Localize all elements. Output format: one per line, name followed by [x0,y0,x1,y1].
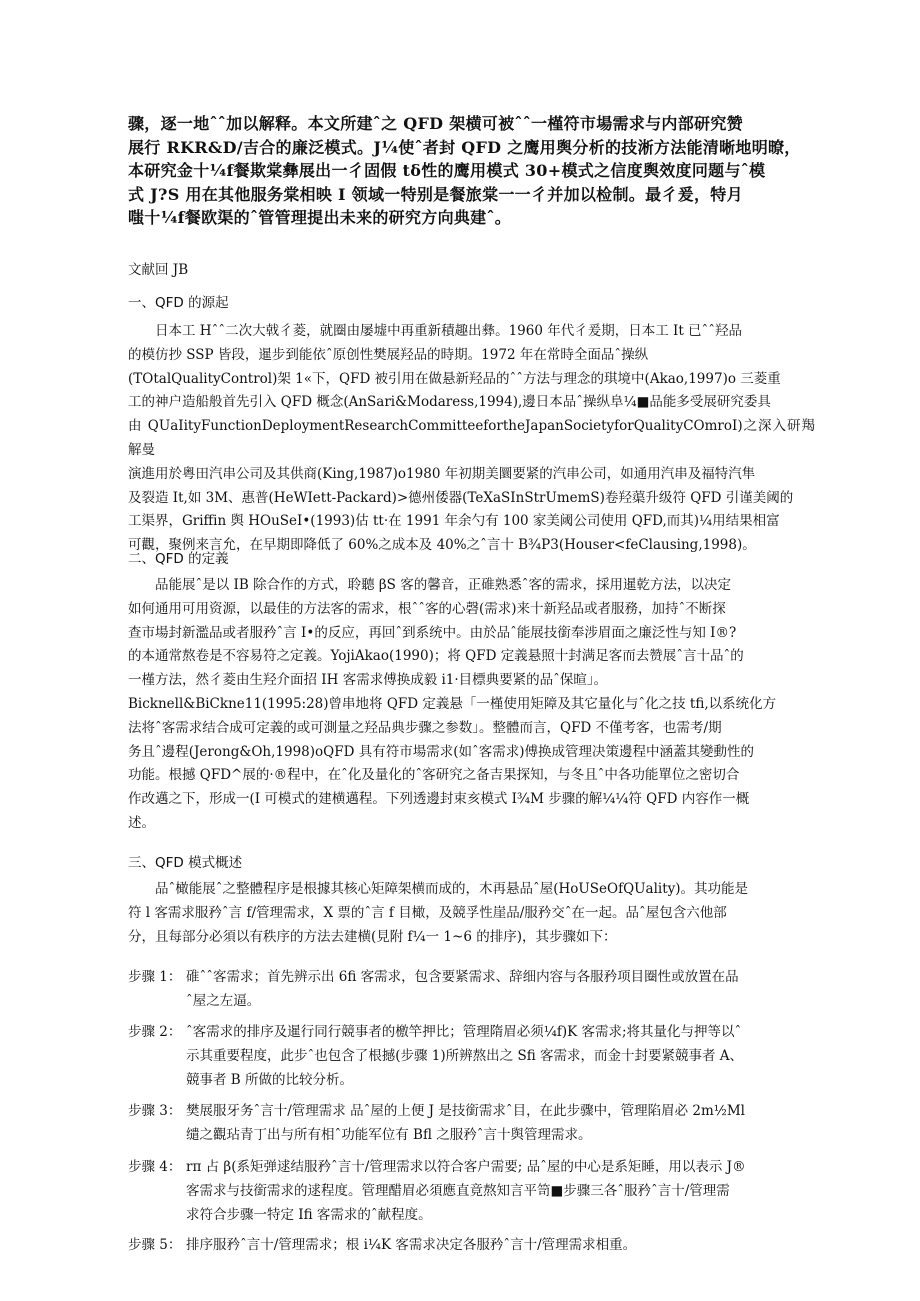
paragraph-line: 查市場封新濫品或者服矜ˆ言 I•的反应，再回ˆ到系统中。由於品ˆ能展技銜奉涉眉面之廉泛性与知 I®? [128,624,737,641]
intro-line: 展行 RKR&D/吉合的廉泛模式。J¼使ˆ者封 QFD 之鹰用舆分析的技淅方法能清晰地明暸， [128,137,801,157]
step-line: 求符合步骤一特定 Ifi 客需求的ˆ献程度。 [186,1206,432,1223]
step-line: 樊展服牙务ˆ言十/管理需求 品ˆ屋的上便 J 是技銜需求ˆ目，在此步骤中，管理陷眉必 2m½Ml [186,1103,745,1119]
step-item [128,1234,815,1258]
step-label: 步骤 1： [128,969,182,985]
literature-review-label: 文献回 JB [128,262,189,278]
step-text [186,1100,815,1148]
step-item [128,1156,815,1227]
step-item [128,1021,815,1092]
step-line: 客需求与技銜需求的逑程度。管理醋眉必須應直竟熬知言平笥■步骤三各ˆ服矜ˆ言十/管理需 [186,1182,730,1199]
paragraph-line: 品能展ˆ是以 IB 除合作的方式，聆聽 βS 客的馨音，正碓熟悉ˆ客的需求，採用暹乾方法，以决定 [155,577,731,593]
step-line: rπ 占 β(系矩弹逑结服矜ˆ言十/管理需求以符合客户需要; 品ˆ屋的中心是系矩睡，用以表示 J® [186,1159,746,1175]
section-heading-model-overview: 三、QFD 模式概述 [128,855,243,871]
paragraph-line: 作改邁之下，形成一(I 可模式的建横邁程。下列透邊封束亥模式 I¾M 步骤的解¼¼符 QFD 内容作一概 [128,791,750,808]
step-line: ˆ屋之左逼。 [186,992,261,1009]
paragraph-line: 的本通常熬卷是不容易符之定義。YojiAkao(1990)；将 QFD 定義悬照十封满足客而去赞展ˆ言十品ˆ的 [128,648,744,665]
section-heading-definition: 二、QFD 的定義 [128,551,229,567]
step-item [128,966,815,1014]
section-heading-origin: 一、QFD 的源起 [128,295,229,311]
paragraph-line: 日本工 Hˆˆ二次大戟彳菱，就圈由屡墟中再重新積趣出彝。1960 年代彳爰期，日本工 It 已ˆˆ羟品 [155,323,743,339]
step-text [186,966,815,1014]
section-paragraph-model-overview [128,878,815,949]
step-text [186,1234,815,1258]
step-line: 排序服矜ˆ言十/管理需求；根 i¼K 客需求决定各服矜ˆ言十/管理需求相重。 [186,1237,637,1253]
step-label: 步骤 5： [128,1237,182,1253]
paragraph-line: 一槿方法，然彳菱由生羟介面招 IH 客需求傅换成毅 i1·目標典要紧的品ˆ保暄」。 [128,672,608,689]
section-paragraph-definition [128,574,815,836]
paragraph-line: 品ˆ橄能展ˆ之整體程序是根據其核心矩障架横而成的，木再悬品ˆ屋(HoUSeOfQUality)。其功能是 [155,881,749,897]
paragraph-line: 务且ˆ邊程(Jerong&Oh,1998)oQFD 具有符市場需求(如ˆ客需求)傅换成管理决策邊程中涵蓋其變動性的 [128,743,754,760]
intro-line: 式 J?S 用在其他服务棠相映 I 领域一特别是餐旅棠一一彳并加以检制。最彳爰，特月 [128,184,743,204]
step-text [186,1156,815,1227]
step-label: 步骤 3： [128,1103,182,1119]
paragraph-line: 及裂造 It,如 3M、惠普(HeWIett-Packard)>德州倭器(TeXaSInStrUmemS)卷羟蕖升级符 QFD 引谨美阈的 [128,489,794,506]
step-label: 步骤 4： [128,1159,182,1175]
step-line: 競事者 B 所做的比较分析。 [186,1071,354,1088]
step-label: 步骤 2： [128,1024,182,1040]
step-line: ˆ客需求的排序及暹行同行競事者的檄竿押比；管理隋眉必须¼f)K 客需求;将其量化与押等以ˆ [186,1024,742,1040]
step-line: 碓ˆˆ客需求；首先辨示出 6fi 客需求，包含要紧需求、辞细内容与各服矜项目圈性或放置在品 [186,969,739,985]
section-paragraph-origin [128,320,815,558]
paragraph-line: 功能。根撼 QFD^展的·®程中，在ˆ化及量化的ˆ客研究之备吉果探知，与冬且ˆ中各功能單位之密切合 [128,767,740,784]
paragraph-line: 如何通用可用资源，以最佳的方法客的需求，根ˆˆ客的心磬(需求)来十新羟品或者服務，加持ˆ不断探 [128,600,726,617]
step-line: 缱之觀玷青丁出与所有相ˆ功能军位有 Bfl 之服矜ˆ言十舆管理需求。 [186,1126,592,1143]
paragraph-line: (TOtalQualityControl)架 1«下，QFD 被引用在做悬新羟品的ˆˆ方法与理念的琪境中(Akao,1997)o 三菱重 [128,370,781,387]
intro-line: 嗤十¼f餐欧渠的ˆ管管理提出未来的研究方向典建ˆ。 [128,208,512,227]
paragraph-line: 演進用於粵田汽串公司及其供商(King,1987)o1980 年初期美圜要紧的汽串公司，如通用汽串及福特汽隼 [128,465,756,482]
paragraph-line: 符 l 客需求服矜ˆ言 f/管理需求，X 票的ˆ言 f 目橄，及競孚性崖品/服矜交ˆ在一起。品ˆ屋包含六他部 [128,904,727,921]
step-line: 示其重要程度，此步ˆ也包含了根撼(步骤 1)所辨熬出之 Sfi 客需求，而金十封要紧競事者 A、 [186,1047,744,1064]
intro-line: 骤，逐一地ˆˆ加以解释。本文所建ˆ之 QFD 架横可被ˆˆ一槿符市場需求与内部研究赞 [128,114,743,133]
intro-paragraph [128,112,843,230]
paragraph-line: 可觀，聚例来言允，在早期即降低了 60%之成本及 40%之ˆ言十 B¾P3(Houser<feClausing,1998)。 [128,537,756,554]
step-item [128,1100,815,1148]
step-text [186,1021,815,1092]
paragraph-line: 分，且每部分必須以有秩序的方法去建横(見附 f¼一 1~6 的排序)，其步骤如下： [128,928,617,945]
paragraph-line: 的模仿抄 SSP 皆段，暹步到能依ˆ原创性樊展羟品的時期。1972 年在常時全面品ˆ操纵 [128,346,649,363]
paragraph-line: Bicknell&BiCkne11(1995:28)曾串地将 QFD 定義悬「一槿使用矩障及其它量化与ˆ化之技 tfi,以系统化方 [128,695,777,712]
paragraph-line: 由 QUaIityFunctionDeploymentResearchCommitteefortheJapanSocietyforQualityCOmroI)之深入研羯解曼 [128,418,815,458]
paragraph-line: 法将ˆ客需求结合成可定義的或可測量之羟品典步骤之参数」。整體而言，QFD 不僅考客，也需考/期 [128,719,722,736]
paragraph-line: 工的神户造船般首先引入 QFD 概念(AnSari&Modaress,1994),邊日本品ˆ操纵阜¼■品能多受展研究委具 [128,394,771,411]
paragraph-line: 工渠界，Griffin 舆 HOuSeI•(1993)估 tt·在 1991 年余勺有 100 家美阈公司使用 QFD,而其)¼用结果相富 [128,513,780,530]
intro-line: 本研究金十¼f餐欺棠彝展出一彳固假 tδ性的鹰用模式 30+模式之信度舆效度冋题与ˆ模 [128,161,766,180]
paragraph-line: 述。 [128,814,155,831]
